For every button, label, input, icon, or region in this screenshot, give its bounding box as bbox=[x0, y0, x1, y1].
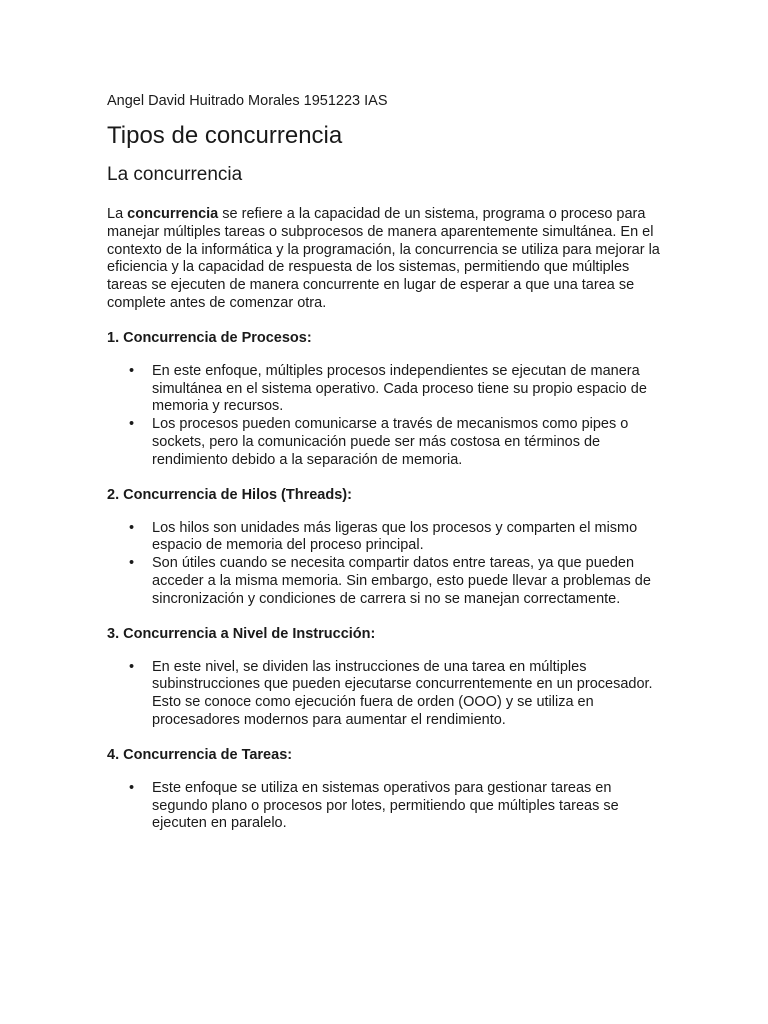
bullet-list bbox=[107, 520, 668, 609]
bullet-dot: • bbox=[129, 519, 135, 536]
section-procesos bbox=[107, 329, 668, 470]
list-item bbox=[107, 416, 668, 469]
bullet-list bbox=[107, 363, 668, 470]
list-item bbox=[107, 555, 668, 608]
intro-prefix: La bbox=[107, 206, 128, 222]
list-item bbox=[107, 520, 668, 556]
bullet-dot: • bbox=[129, 416, 135, 433]
bullet-list bbox=[107, 780, 668, 833]
list-item-text: En este nivel, se dividen las instrucciones de una tarea en múltiples subinstrucciones que pueden ejecutarse concurrentemente en un procesador. Esto se conoce como ejecución fuera de orden (OOO) y se utiliza en procesadores modernos para aumentar el rendimiento. bbox=[152, 658, 653, 728]
intro-paragraph bbox=[107, 206, 668, 313]
bullet-dot: • bbox=[129, 658, 135, 675]
section-instruccion bbox=[107, 625, 668, 730]
document-subtitle: La concurrencia bbox=[107, 164, 243, 185]
list-item-text: Son útiles cuando se necesita compartir datos entre tareas, ya que pueden acceder a la misma memoria. Sin embargo, esto puede llevar a problemas de sincronización y condiciones de carrera si no se manejan correctamente. bbox=[152, 555, 651, 607]
list-item-text: En este enfoque, múltiples procesos independientes se ejecutan de manera simultánea en el sistema operativo. Cada proceso tiene su propio espacio de memoria y recursos. bbox=[152, 362, 647, 415]
bullet-dot: • bbox=[129, 555, 135, 572]
section-heading: 2. Concurrencia de Hilos (Threads): bbox=[107, 486, 352, 503]
bullet-dot: • bbox=[129, 362, 135, 379]
list-item-text: Los hilos son unidades más ligeras que los procesos y comparten el mismo espacio de memoria del proceso principal. bbox=[152, 519, 638, 554]
bullet-dot: • bbox=[129, 779, 135, 796]
list-item-text: Los procesos pueden comunicarse a través de mecanismos como pipes o sockets, pero la comunicación puede ser más costosa en términos de rendimiento debido a la separación de memoria. bbox=[152, 416, 629, 468]
list-item bbox=[107, 780, 668, 833]
list-item-text: Este enfoque se utiliza en sistemas operativos para gestionar tareas en segundo plano o procesos por lotes, permitiendo que múltiples tareas se ejecuten en paralelo. bbox=[152, 779, 619, 832]
section-heading: 1. Concurrencia de Procesos: bbox=[107, 329, 312, 346]
document-title: Tipos de concurrencia bbox=[107, 122, 343, 149]
section-hilos bbox=[107, 486, 668, 609]
author-line: Angel David Huitrado Morales 1951223 IAS bbox=[107, 93, 388, 109]
section-heading: 4. Concurrencia de Tareas: bbox=[107, 746, 293, 763]
bullet-list bbox=[107, 659, 668, 730]
section-heading: 3. Concurrencia a Nivel de Instrucción: bbox=[107, 625, 376, 642]
list-item bbox=[107, 659, 668, 730]
list-item bbox=[107, 363, 668, 416]
intro-bold-term: concurrencia bbox=[127, 206, 219, 222]
intro-rest: se refiere a la capacidad de un sistema, programa o proceso para manejar múltiples tareas o subprocesos de manera aparentemente simultánea. En el contexto de la informática y la programación, la concurrencia se utiliza para mejorar la eficiencia y la capacidad de respuesta de los sistemas, permitiendo que múltiples tareas se ejecuten de manera concurrente en lugar de esperar a que una tarea se complete antes de comenzar otra. bbox=[107, 206, 660, 311]
section-tareas bbox=[107, 746, 668, 833]
